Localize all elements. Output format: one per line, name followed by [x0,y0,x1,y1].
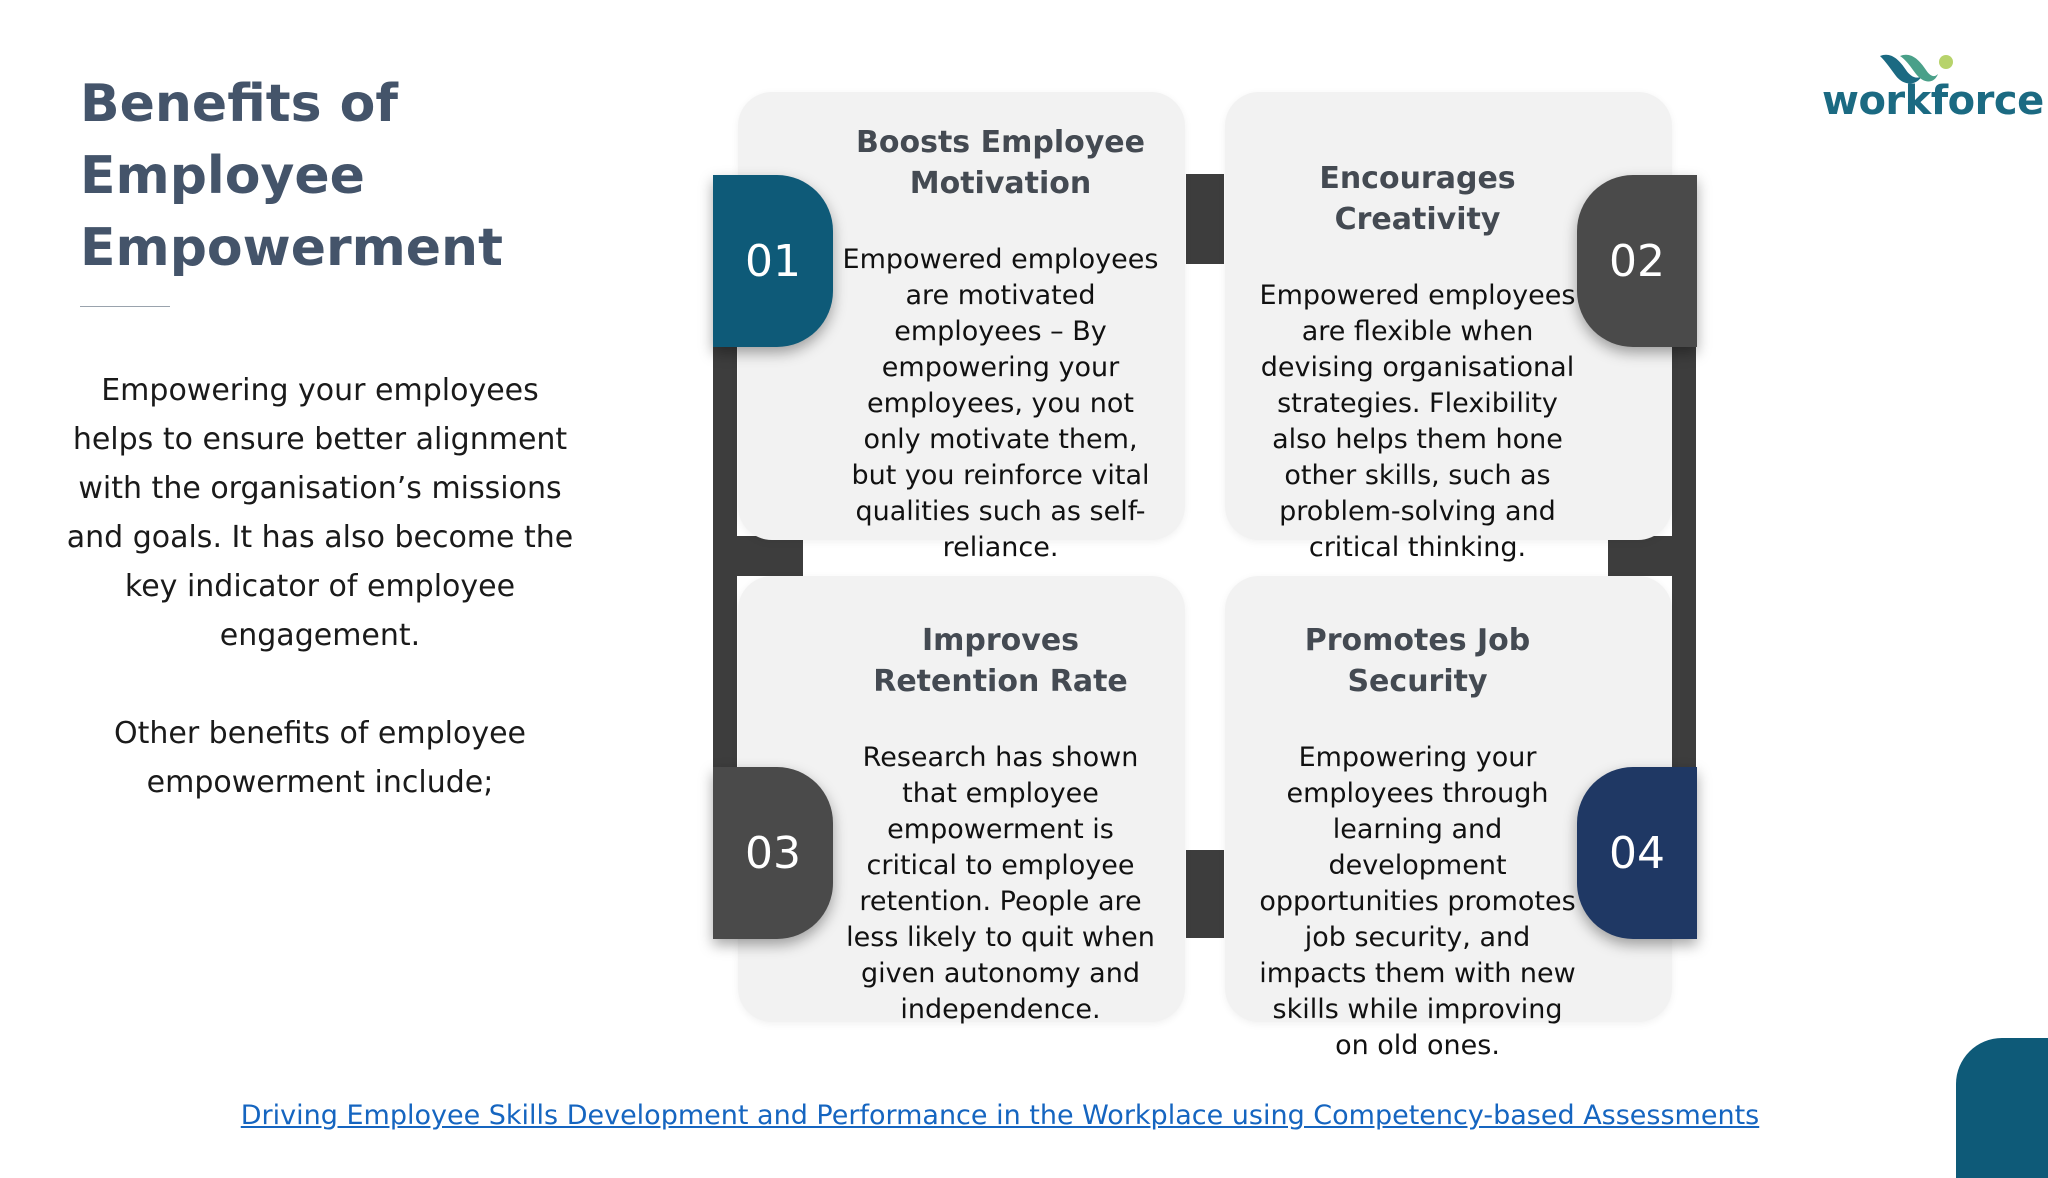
card-body: Empowered employees are flexible when devising organisational strategies. Flexibility also helps them hone other skills, such as problem-solving and critical thinking. [1259,280,1576,563]
title-divider [80,306,170,307]
card-title: Boosts Employee Motivation [856,125,1145,201]
intro-paragraph-2: Other benefits of employee empowerment include; [113,716,527,800]
card-number-badge: 04 [1577,767,1697,939]
card-body: Empowering your employees through learning and development opportunities promotes job security, and impacts them with new skills while improving on old ones. [1259,742,1576,1061]
footer-article-link[interactable]: Driving Employee Skills Development and Performance in the Workplace using Competency-based Assessments [240,1100,1760,1131]
intro-text [60,366,580,807]
card-body: Empowered employees are motivated employees – By empowering your employees, you not only motivate them, but you reinforce vital qualities such as self-reliance. [842,244,1159,563]
card-number-badge: 03 [713,767,833,939]
card-number-badge: 01 [713,175,833,347]
corner-decoration [1956,1038,2048,1178]
frame-right-connector [1608,536,1696,576]
intro-paragraph-1: Empowering your employees helps to ensure better alignment with the organisation’s missions and goals. It has also become the key indicator of employee engagement. [66,373,574,653]
frame-top-connector [1186,174,1224,264]
card-body: Research has shown that employee empowerment is critical to employee retention. People are less likely to quit when given autonomy and independence. [846,742,1155,1025]
card-title: Encourages Creativity [1319,161,1516,237]
frame-bottom-connector [1186,850,1224,938]
workforce-logo-text: workforce [1822,78,2044,124]
card-title: Improves Retention Rate [873,623,1128,699]
page-title: Benefits of Employee Empowerment [80,74,503,278]
card-title: Promotes Job Security [1304,623,1531,699]
frame-left-connector [713,536,803,576]
card-number-badge: 02 [1577,175,1697,347]
